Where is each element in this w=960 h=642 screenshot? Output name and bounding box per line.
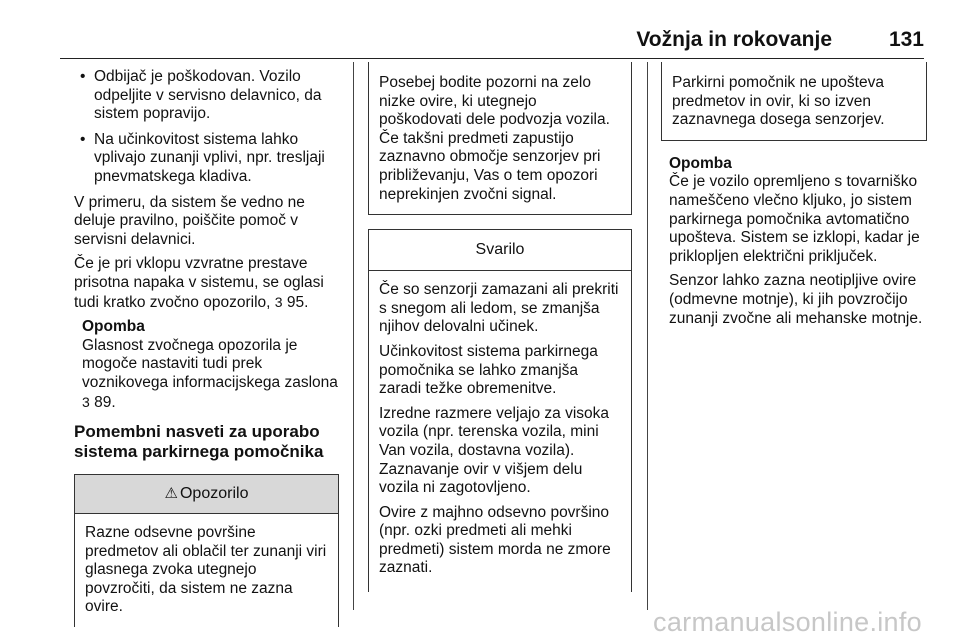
caution-paragraph: Če so senzorji zamazani ali prekriti s snegom ali ledom, se zmanjša njihov delovalni učinek. [379, 281, 619, 336]
note [74, 318, 340, 412]
paragraph: V primeru, da sistem še vedno ne deluje pravilno, poiščite pomoč v servisni delavnici. [74, 193, 305, 248]
continued-box [368, 62, 632, 215]
column-2 [368, 62, 632, 592]
caution-paragraph: Učinkovitost sistema parkirnega pomočnika se lahko zmanjša zaradi težke obremenitve. [379, 342, 598, 398]
warning-text: Razne odsevne površine predmetov ali oblačil ter zunanji viri glasnega zvoka utegnejo povzročiti, da sistem ne zazna ovire. [85, 524, 327, 616]
caution-header [369, 230, 631, 271]
caution-paragraph: Ovire z majhno odsevno površino (npr. ozki predmeti ali mehki predmeti) sistem morda ne zmore zaznati. [379, 503, 611, 577]
bullet-text: Na učinkovitost sistema lahko vplivajo zunanji vplivi, npr. tresljaji pnevmatskega kladiva. [94, 130, 325, 185]
page-number: 131 [888, 28, 924, 51]
page-header [60, 28, 924, 59]
bullet-icon: • [80, 130, 86, 148]
note-title: Opomba [669, 154, 732, 172]
paragraph [74, 255, 340, 312]
note-text: Če je vozilo opremljeno s tovarniško nameščeno vlečno kljuko, jo sistem parkirnega pomočnika avtomatično upošteva. Sistem se izklopi, kadar je priklopljen električni priključek. [669, 173, 920, 265]
caution-box [368, 229, 632, 592]
section-heading: Pomembni nasveti za uporabo sistema parkirnega pomočnika [74, 422, 324, 462]
list-item [74, 68, 340, 124]
page-reference[interactable]: 89. [94, 393, 116, 411]
caution-title: Svarilo [475, 241, 525, 259]
ref-arrow-icon: 3 [82, 393, 90, 410]
note [661, 155, 927, 328]
bullet-text: Odbijač je poškodovan. Vozilo odpeljite v servisno delavnico, da sistem popravijo. [94, 68, 322, 123]
paragraph-text: Če je pri vklopu vzvratne prestave prisotna napaka v sistemu, se oglasi tudi kratko zvočno opozorilo, [74, 255, 324, 311]
box-text: Parkirni pomočnik ne upošteva predmetov in ovir, ki so izven zaznavnega dosega senzorjev. [672, 74, 885, 129]
page-reference[interactable]: 95. [286, 293, 309, 311]
paragraph: Senzor lahko zazna neotipljive ovire (odmevne motnje), ki jih povzročijo zunanji zvočne ali mehanske motnje. [669, 272, 923, 327]
ref-arrow-icon: 3 [274, 293, 283, 310]
caution-body [369, 271, 631, 592]
warning-title: Opozorilo [179, 485, 249, 503]
warning-header [75, 475, 338, 514]
column-divider-2 [647, 62, 648, 610]
warning-icon: ⚠ [164, 485, 178, 503]
column-1 [74, 68, 340, 627]
caution-paragraph: Izredne razmere veljajo za visoka vozila (npr. terenska vozila, mini Van vozila, dostavna vozila). Zaznavanje ovir v višjem delu vozila ni zagotovljeno. [379, 404, 610, 497]
note-title: Opomba [82, 318, 145, 336]
warning-body [75, 514, 338, 627]
warning-box [74, 474, 339, 627]
page-title: Vožnja in rokovanje [636, 28, 832, 51]
box-text: Posebej bodite pozorni na zelo nizke ovire, ki utegnejo poškodovati dele podvozja vozila. Če takšni predmeti zapustijo zaznavno območje senzorjev pri približevanju, Vas o tem opozori neprekinjen zvočni signal. [379, 74, 610, 203]
column-divider-1 [353, 62, 354, 610]
continued-box [661, 62, 927, 141]
list-item [74, 131, 340, 187]
column-3 [661, 62, 927, 334]
note-text: Glasnost zvočnega opozorila je mogoče nastaviti tudi prek voznikovega informacijskega zaslona [82, 336, 338, 391]
watermark: carmanualsonline.info [653, 607, 922, 637]
bullet-icon: • [80, 68, 86, 85]
